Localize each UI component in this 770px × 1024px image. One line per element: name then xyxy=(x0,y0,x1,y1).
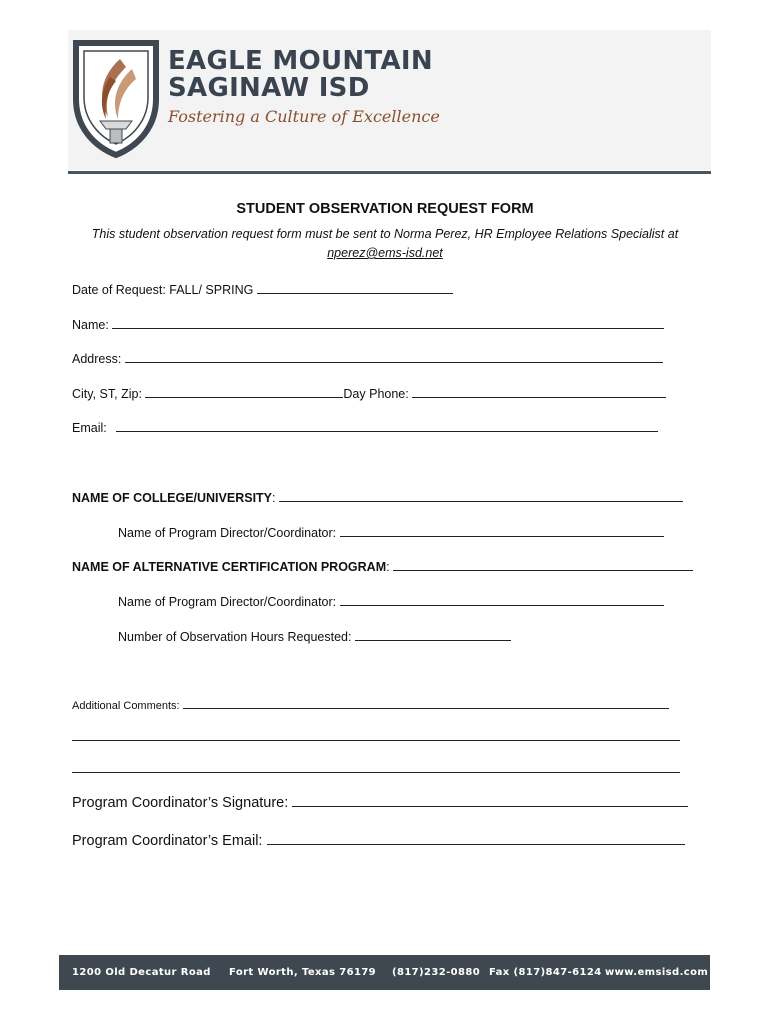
alt-cert-label: NAME OF ALTERNATIVE CERTIFICATION PROGRAM xyxy=(72,560,387,574)
address-field[interactable] xyxy=(125,351,663,363)
footer-city: Fort Worth, Texas 76179 xyxy=(229,967,377,978)
director-row-1 xyxy=(118,525,664,540)
comments-row xyxy=(72,698,669,712)
name-field[interactable] xyxy=(112,317,664,329)
comments-line-3[interactable] xyxy=(72,772,680,773)
college-row xyxy=(72,490,683,505)
date-of-request-row xyxy=(72,282,453,297)
college-field[interactable] xyxy=(279,490,683,502)
address-label: Address: xyxy=(72,352,122,366)
email-field[interactable] xyxy=(116,420,658,432)
date-of-request-label: Date of Request: FALL/ SPRING xyxy=(72,283,254,297)
director-label-2: Name of Program Director/Coordinator: xyxy=(118,595,337,609)
college-colon: : xyxy=(272,491,276,505)
email-row xyxy=(72,420,658,435)
alt-cert-field[interactable] xyxy=(393,559,693,571)
footer-phone: (817)232-0880 xyxy=(392,967,481,978)
signature-row xyxy=(72,793,688,811)
day-phone-field[interactable] xyxy=(412,386,666,398)
form-instructions xyxy=(80,225,690,263)
director-field-1[interactable] xyxy=(340,525,664,537)
footer-bar xyxy=(59,955,710,990)
comments-line-2[interactable] xyxy=(72,740,680,741)
city-phone-row xyxy=(72,386,666,401)
footer-address: 1200 Old Decatur Road xyxy=(72,967,211,978)
alt-cert-row xyxy=(72,559,693,574)
hours-row xyxy=(118,629,511,644)
director-label-1: Name of Program Director/Coordinator: xyxy=(118,526,337,540)
coordinator-email-label: Program Coordinator’s Email: xyxy=(72,833,263,849)
signature-field[interactable] xyxy=(292,793,688,807)
comments-field[interactable] xyxy=(183,698,669,709)
director-field-2[interactable] xyxy=(340,594,664,606)
hr-email-link[interactable]: nperez@ems-isd.net xyxy=(327,246,443,260)
coordinator-email-field[interactable] xyxy=(267,831,685,845)
footer-website: www.emsisd.com xyxy=(605,967,709,978)
coordinator-email-row xyxy=(72,831,685,849)
signature-label: Program Coordinator’s Signature: xyxy=(72,795,289,811)
college-label: NAME OF COLLEGE/UNIVERSITY xyxy=(72,491,273,505)
form-title: STUDENT OBSERVATION REQUEST FORM xyxy=(236,201,534,217)
city-st-zip-label: City, ST, Zip: xyxy=(72,387,142,401)
hours-field[interactable] xyxy=(355,629,511,641)
name-label: Name: xyxy=(72,318,109,332)
footer-fax: Fax (817)847-6124 xyxy=(489,967,602,978)
header-divider xyxy=(68,171,711,174)
district-shield-logo xyxy=(70,37,162,159)
date-of-request-field[interactable] xyxy=(257,282,453,294)
hours-label: Number of Observation Hours Requested: xyxy=(118,630,352,644)
city-st-zip-field[interactable] xyxy=(145,386,343,398)
name-row xyxy=(72,317,664,332)
email-label: Email: xyxy=(72,421,107,435)
district-name: EAGLE MOUNTAIN SAGINAW ISD xyxy=(168,46,433,103)
director-row-2 xyxy=(118,594,664,609)
alt-cert-colon: : xyxy=(386,560,390,574)
comments-label: Additional Comments: xyxy=(72,700,180,712)
address-row xyxy=(72,351,663,366)
day-phone-label: Day Phone: xyxy=(343,387,409,401)
instructions-text: This student observation request form must be sent to Norma Perez, HR Employee Relations Specialist at xyxy=(91,227,679,241)
district-tagline: Fostering a Culture of Excellence xyxy=(168,107,440,126)
